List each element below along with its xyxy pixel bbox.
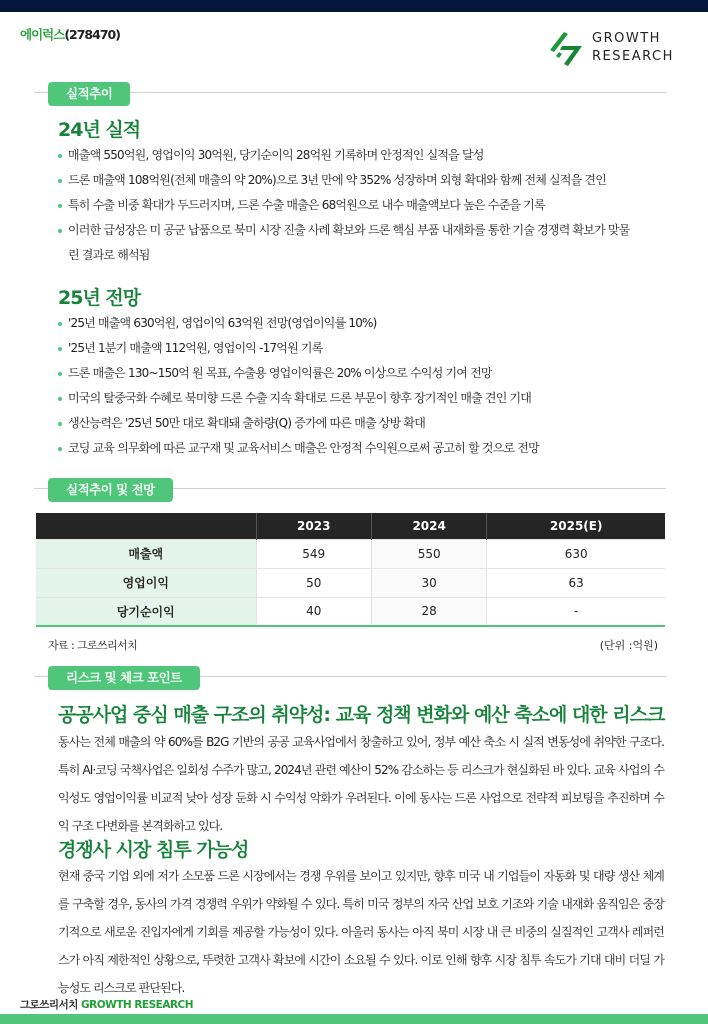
header-cell: 2023 — [256, 513, 371, 539]
table-row — [36, 539, 665, 568]
bullet-item: 특히 수출 비중 확대가 두드러지며, 드론 수출 매출은 68억원으로 내수 매출액보다 높은 수준을 기록 — [58, 193, 638, 218]
table-row — [36, 597, 665, 626]
bullet-item: 미국의 탈중국화 수혜로 북미향 드론 수출 지속 확대로 드론 부문이 향후 장기적인 매출 견인 기대 — [58, 386, 658, 411]
cell: 50 — [256, 568, 371, 597]
bullet-item: '25년 매출액 630억원, 영업이익 63억원 전망(영업이익률 10%) — [58, 311, 658, 336]
bullet-item: 매출액 550억원, 영업이익 30억원, 당기순이익 28억원 기록하며 안정적인 실적을 달성 — [58, 143, 638, 168]
risk-body-competition: 현재 중국 기업 외에 저가 소모품 드론 시장에서는 경쟁 우위를 보이고 있지만, 향후 미국 내 기업들이 자동화 및 대량 생산 체계를 구축할 경우, 동사의 가격 경쟁력 우위가 약화될 수 있다. 특히 미국 정부의 자국 산업 보호 기조와 기술 내재화 움직임은 중장기적으로 새로운 진입자에게 기회를 제공할 가능성이 있다. 아울러 동사는 아직 북미 시장 내 큰 비중의 실질적인 고객사 레퍼런스가 아직 제한적인 상황으로, 뚜렷한 고객사 확보에 시간이 소요될 수 있다. 이로 인해 향후 시장 침투 속도가 기대 대비 더딜 가능성도 리스크로 판단된다. — [58, 869, 664, 995]
cell: - — [487, 597, 665, 626]
company-name: 에이럭스 — [20, 27, 65, 42]
bullet-item: '25년 1분기 매출액 112억원, 영업이익 -17억원 기록 — [58, 336, 658, 361]
bottom-bar — [0, 1014, 708, 1024]
growth-research-logo — [548, 30, 674, 66]
row-label: 당기순이익 — [36, 597, 256, 626]
bullets-2024 — [58, 143, 638, 268]
section-header-performance — [34, 82, 666, 102]
table-row — [36, 568, 665, 597]
logo-line1: GROWTH — [592, 31, 661, 46]
section-pill: 실적추이 및 전망 — [48, 478, 173, 502]
company-title — [20, 25, 120, 43]
bullet-item: 이러한 급성장은 미 공군 납품으로 북미 시장 진출 사례 확보와 드론 핵심 부품 내재화를 통한 기술 경쟁력 확보가 맞물린 결과로 해석됨 — [58, 218, 638, 268]
logo-line2: RESEARCH — [592, 49, 674, 64]
logo-icon — [548, 30, 584, 66]
top-bar — [0, 0, 708, 12]
risk-title-public-business: 공공사업 중심 매출 구조의 취약성: 교육 정책 변화와 예산 축소에 대한 리스크 — [58, 704, 665, 726]
section-header-risk — [34, 666, 666, 686]
ticker: (278470) — [64, 27, 120, 42]
bullet-item: 드론 매출액 108억원(전체 매출의 약 20%)으로 3년 만에 약 352% 성장하며 외형 확대와 함께 전체 실적을 견인 — [58, 168, 638, 193]
bullets-2025 — [58, 311, 658, 461]
cell: 630 — [487, 539, 665, 568]
bullet-item: 코딩 교육 의무화에 따른 교구재 및 교육서비스 매출은 안정적 수익원으로써 공고히 할 것으로 전망 — [58, 436, 658, 461]
risk-body-public-business: 동사는 전체 매출의 약 60%를 B2G 기반의 공공 교육사업에서 창출하고 있어, 정부 예산 축소 시 실적 변동성에 취약한 구조다. 특히 AI·코딩 국책사업은 일회성 수주가 많고, 2024년 관련 예산이 52% 감소하는 등 리스크가 현실화된 바 있다. 교육 사업의 수익성도 영업이익률 비교적 낮아 성장 둔화 시 수익성 악화가 우려된다. 이에 동사는 드론 사업으로 전략적 피보팅을 추진하며 수익 구조 다변화를 본격화하고 있다. — [58, 735, 664, 833]
section-header-table — [34, 478, 666, 498]
bullet-item: 드론 매출은 130~150억 원 목표, 수출용 영업이익률은 20% 이상으로 수익성 기여 전망 — [58, 361, 658, 386]
cell: 40 — [256, 597, 371, 626]
header-cell — [36, 513, 256, 539]
financial-table — [36, 513, 665, 627]
section-pill: 리스크 및 체크 포인트 — [48, 666, 200, 690]
cell: 63 — [487, 568, 665, 597]
table-source: 자료 : 그로쓰리서치 — [48, 639, 138, 652]
row-label: 영업이익 — [36, 568, 256, 597]
table-header — [36, 513, 665, 539]
table-unit: (단위 :억원) — [599, 639, 658, 652]
cell: 549 — [256, 539, 371, 568]
footer-brand-kr: 그로쓰리서치 — [20, 999, 78, 1011]
footer-brand-en: GROWTH RESEARCH — [81, 999, 194, 1011]
header-cell: 2024 — [371, 513, 486, 539]
heading-2024-results: 24년 실적 — [58, 119, 141, 141]
footer-brand — [20, 997, 193, 1012]
cell: 30 — [371, 568, 486, 597]
row-label: 매출액 — [36, 539, 256, 568]
risk-title-competition: 경쟁사 시장 침투 가능성 — [58, 839, 249, 861]
header-cell: 2025(E) — [487, 513, 665, 539]
cell: 28 — [371, 597, 486, 626]
section-pill: 실적추이 — [48, 82, 130, 106]
cell: 550 — [371, 539, 486, 568]
bullet-item: 생산능력은 '25년 50만 대로 확대돼 출하량(Q) 증가에 따른 매출 상방 확대 — [58, 411, 658, 436]
heading-2025-outlook: 25년 전망 — [58, 287, 141, 309]
